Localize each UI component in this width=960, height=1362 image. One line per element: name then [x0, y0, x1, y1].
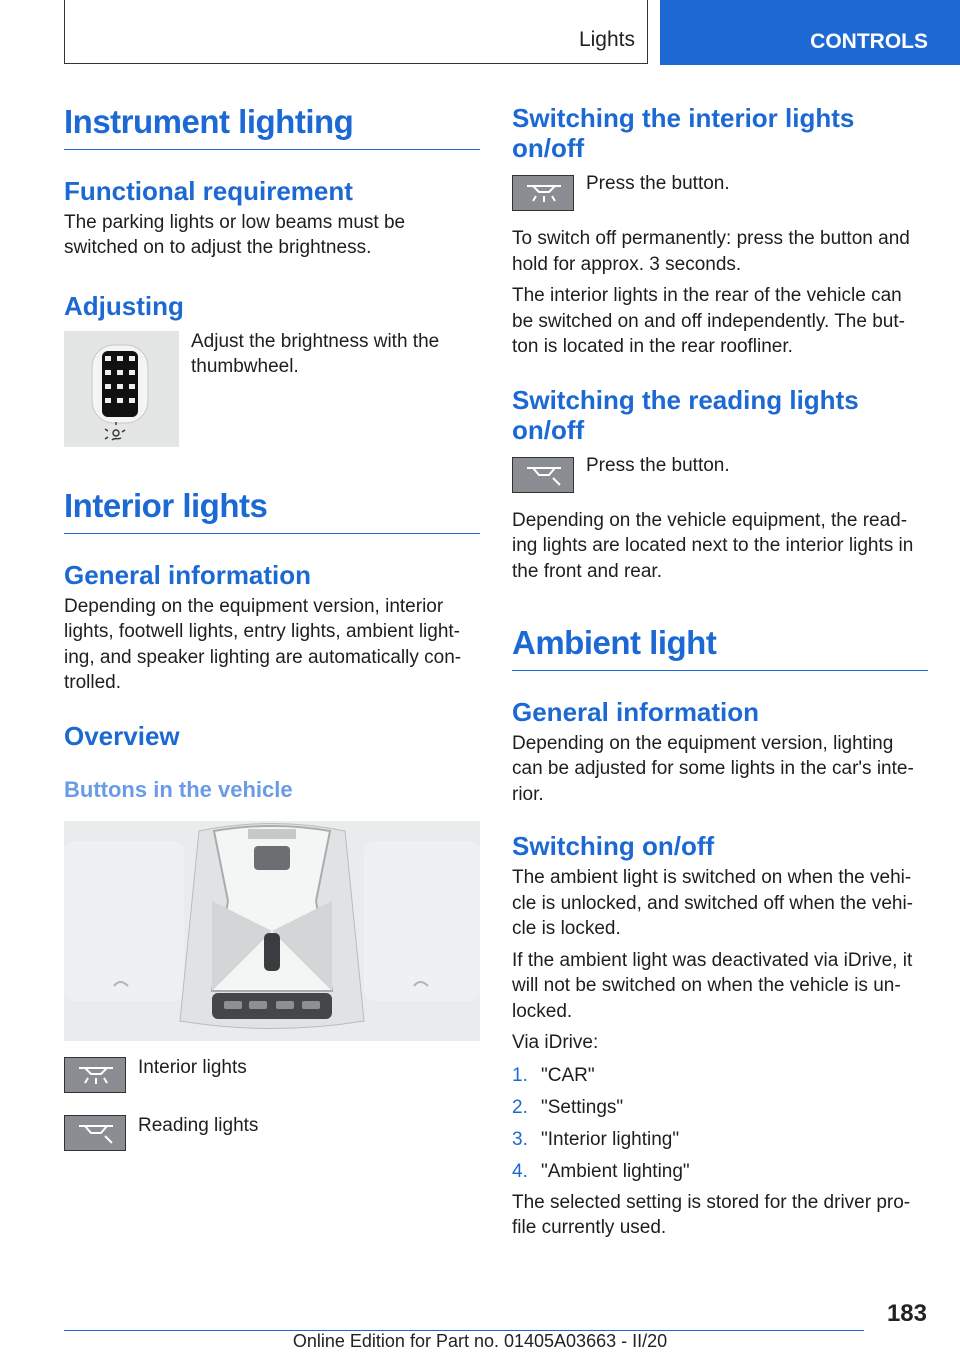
reading-lights-button-icon [512, 457, 574, 493]
adjusting-heading: Adjusting [64, 290, 184, 321]
overview-heading: Overview [64, 720, 180, 751]
step-number: 4. [512, 1160, 528, 1182]
buttons-in-vehicle-heading: Buttons in the vehicle [64, 776, 293, 802]
press-button-row-1 [512, 175, 928, 211]
deactivated-text: If the ambient light was deactivated via iDrive, it will not be switched on when the vehicle is un‐ locked. [512, 949, 913, 1022]
general-information-text: Depending on the equipment version, interior lights, footwell lights, entry lights, ambient light‐ ing, and speaker lighting are automatically con‐ trolled. [64, 595, 462, 694]
right-column [512, 100, 928, 1241]
switching-on-off-heading: Switching on/off [512, 831, 715, 862]
idrive-steps-list [512, 1060, 928, 1188]
switch-off-permanently-text: To switch off permanently: press the button and hold for approx. 3 seconds. [512, 228, 910, 275]
adjusting-text: Adjust the brightness with the thumbwheel. [191, 330, 440, 378]
rear-lights-text: The interior lights in the rear of the vehicle can be switched on and off independently. The but‐ ton is located in the rear roofliner. [512, 285, 905, 357]
via-idrive-text: Via iDrive: [512, 1032, 599, 1054]
reading-lights-icon [64, 1115, 126, 1151]
functional-requirement-heading: Functional requirement [64, 175, 353, 206]
press-button-text-1: Press the button. [586, 173, 730, 194]
stored-setting-text: The selected setting is stored for the driver pro‐ file currently used. [512, 1191, 911, 1239]
page-number: 183 [886, 1300, 927, 1327]
ambient-light-heading: Ambient light [512, 624, 928, 671]
left-column [64, 100, 480, 1151]
thumbwheel-image [64, 331, 179, 447]
press-button-row-2 [512, 454, 928, 493]
interior-lights-button-icon [512, 175, 574, 211]
step-text: "Ambient lighting" [541, 1160, 690, 1182]
reading-lights-location-text: Depending on the vehicle equipment, the read‐ ing lights are located next to the interior lights in the front and rear. [512, 509, 914, 582]
list-item [512, 1092, 928, 1124]
instrument-lighting-heading: Instrument lighting [64, 103, 480, 150]
reading-lights-label: Reading lights [138, 1114, 259, 1136]
functional-requirement-text: The parking lights or low beams must be switched on to adjust the brightness. [64, 211, 406, 259]
step-text: "Settings" [541, 1096, 624, 1118]
interior-lights-legend [64, 1057, 480, 1093]
list-item [512, 1060, 928, 1092]
interior-lights-heading: Interior lights [64, 487, 480, 534]
step-text: "Interior lighting" [541, 1128, 680, 1150]
footer-edition-text: Online Edition for Part no. 01405A03663 - II/20 [292, 1331, 668, 1351]
header-section-title: Lights [578, 28, 635, 51]
switching-reading-lights-heading: Switching the reading lights on/off [512, 384, 859, 445]
general-information-heading: General information [64, 559, 312, 590]
interior-lights-icon [64, 1057, 126, 1093]
list-item [512, 1156, 928, 1188]
step-number: 2. [512, 1096, 528, 1118]
step-number: 1. [512, 1064, 528, 1086]
step-number: 3. [512, 1128, 528, 1150]
ambient-general-information-text: Depending on the equipment version, lighting can be adjusted for some lights in the car's inte‐ rior. [512, 732, 914, 805]
press-button-text-2: Press the button. [586, 454, 730, 476]
reading-lights-legend [64, 1115, 480, 1151]
header-frame [64, 0, 648, 64]
ambient-general-information-heading: General information [512, 696, 760, 727]
step-text: "CAR" [541, 1064, 595, 1086]
interior-lights-label: Interior lights [138, 1056, 247, 1078]
switching-on-off-text: The ambient light is switched on when the vehi‐ cle is unlocked, and switched off when the vehi‐ cle is locked. [512, 867, 913, 940]
switching-interior-lights-heading: Switching the interior lights on/off [512, 103, 855, 163]
roof-console-image [64, 821, 480, 1041]
header-chapter-tab: CONTROLS [660, 0, 960, 65]
list-item [512, 1124, 928, 1156]
adjusting-row [64, 331, 480, 447]
